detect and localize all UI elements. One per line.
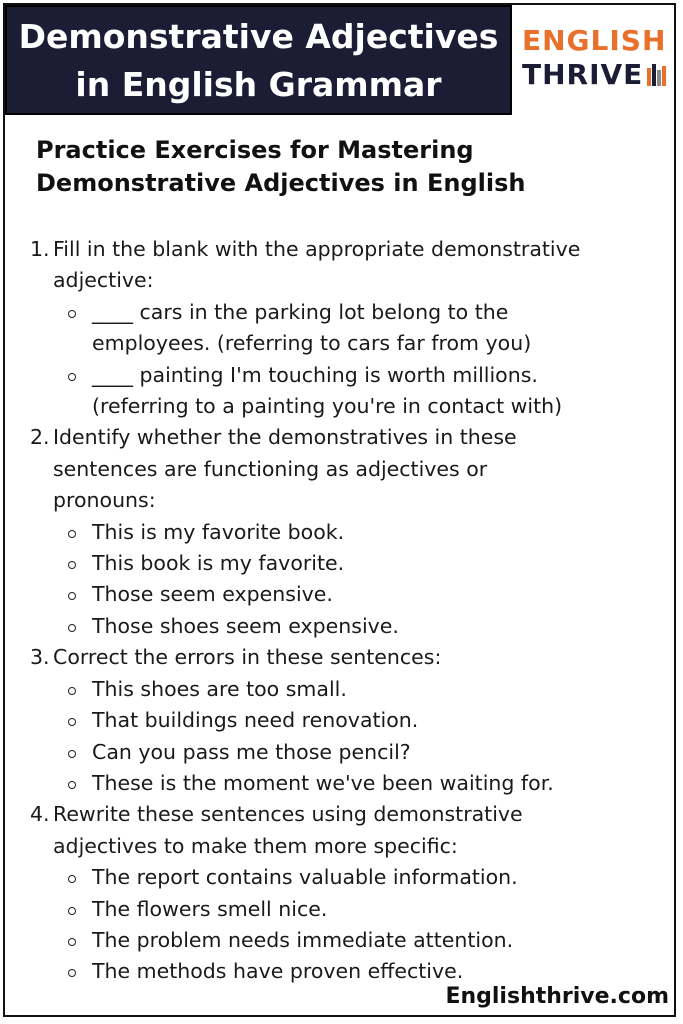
- exercise-instruction-line: Correct the errors in these sentences:: [53, 645, 442, 670]
- exercise-sub-item: [30, 579, 660, 610]
- logo-row: [522, 58, 672, 92]
- exercise-sub-item-line: That buildings need renovation.: [92, 708, 419, 733]
- logo-text-english: ENGLISH: [522, 24, 667, 57]
- hollow-bullet-icon: [68, 561, 76, 569]
- exercise-list: [30, 234, 660, 988]
- exercise-item: [30, 234, 660, 297]
- exercise-sub-item: [30, 768, 660, 799]
- exercise-sub-item-line: ____ painting I'm touching is worth millions.: [92, 362, 538, 387]
- exercise-sub-item: [30, 925, 660, 956]
- exercise-item: [30, 642, 660, 673]
- exercise-sub-item-line: The problem needs immediate attention.: [92, 927, 514, 952]
- english-thrive-logo: [522, 24, 672, 92]
- exercise-sub-item-line: This book is my favorite.: [92, 551, 345, 576]
- exercise-sub-item: [30, 705, 660, 736]
- exercise-sub-item-line: The report contains valuable information.: [92, 865, 518, 890]
- exercise-number: 4.: [30, 802, 50, 827]
- logo-text-thrive: THRIVE: [522, 58, 644, 91]
- exercise-number: 1.: [30, 237, 50, 261]
- hollow-bullet-icon: [68, 781, 76, 789]
- hollow-bullet-icon: [68, 624, 76, 632]
- exercise-sub-item-line: Those seem expensive.: [92, 582, 333, 607]
- exercise-instruction-line: adjectives to make them more specific:: [53, 833, 458, 858]
- exercise-sub-item-line: employees. (referring to cars far from you): [92, 331, 532, 356]
- exercise-instruction-line: adjective:: [53, 268, 154, 293]
- hollow-bullet-icon: [68, 718, 76, 726]
- exercise-number: 3.: [30, 645, 50, 670]
- exercise-sub-item-line: (referring to a painting you're in contact with): [92, 394, 563, 419]
- exercise-sub-item: [30, 360, 660, 423]
- exercise-sub-item: [30, 894, 660, 925]
- exercise-sub-item-line: This shoes are too small.: [92, 676, 347, 701]
- exercise-sub-item-line: Can you pass me those pencil?: [92, 739, 411, 764]
- exercise-sub-item: [30, 737, 660, 768]
- hollow-bullet-icon: [68, 530, 76, 538]
- exercise-sub-item: [30, 548, 660, 579]
- exercise-sub-item-line: The flowers smell nice.: [92, 896, 328, 921]
- exercise-instruction-line: Identify whether the demonstratives in these: [53, 425, 517, 450]
- exercise-sub-item: [30, 862, 660, 893]
- hollow-bullet-icon: [68, 592, 76, 600]
- header-banner: [5, 5, 512, 115]
- hollow-bullet-icon: [68, 373, 76, 381]
- exercise-number: 2.: [30, 425, 50, 450]
- exercise-instruction-line: Fill in the blank with the appropriate demonstrative: [53, 237, 581, 261]
- hollow-bullet-icon: [68, 938, 76, 946]
- section-title-line1: Practice Exercises for Mastering: [36, 136, 474, 164]
- section-title-line2: Demonstrative Adjectives in English: [36, 169, 526, 197]
- exercise-sub-item-line: Those shoes seem expensive.: [92, 613, 399, 638]
- exercise-sub-item-line: ____ cars in the parking lot belong to the: [92, 299, 509, 324]
- exercise-sub-item: [30, 611, 660, 642]
- exercise-sub-item: [30, 297, 660, 360]
- exercise-item: [30, 799, 660, 862]
- section-title: [36, 134, 656, 200]
- exercise-item: [30, 422, 660, 516]
- hollow-bullet-icon: [68, 687, 76, 695]
- hollow-bullet-icon: [68, 750, 76, 758]
- books-icon: [647, 64, 666, 86]
- hollow-bullet-icon: [68, 875, 76, 883]
- exercise-sub-item-line: The methods have proven effective.: [92, 959, 464, 984]
- hollow-bullet-icon: [68, 969, 76, 977]
- footer-website: Englishthrive.com: [445, 984, 669, 1009]
- exercise-sub-item-line: These is the moment we've been waiting for.: [92, 770, 554, 795]
- header-title-line1: Demonstrative Adjectives: [18, 17, 499, 56]
- exercise-sub-item: [30, 517, 660, 548]
- exercise-sub-item: [30, 674, 660, 705]
- exercise-instruction-line: pronouns:: [53, 488, 156, 513]
- exercise-sub-item-line: This is my favorite book.: [92, 519, 345, 544]
- exercise-instruction-line: sentences are functioning as adjectives or: [53, 456, 488, 481]
- exercise-instruction-line: Rewrite these sentences using demonstrative: [53, 802, 523, 827]
- hollow-bullet-icon: [68, 310, 76, 318]
- hollow-bullet-icon: [68, 907, 76, 915]
- header-title-line2: in English Grammar: [75, 65, 442, 104]
